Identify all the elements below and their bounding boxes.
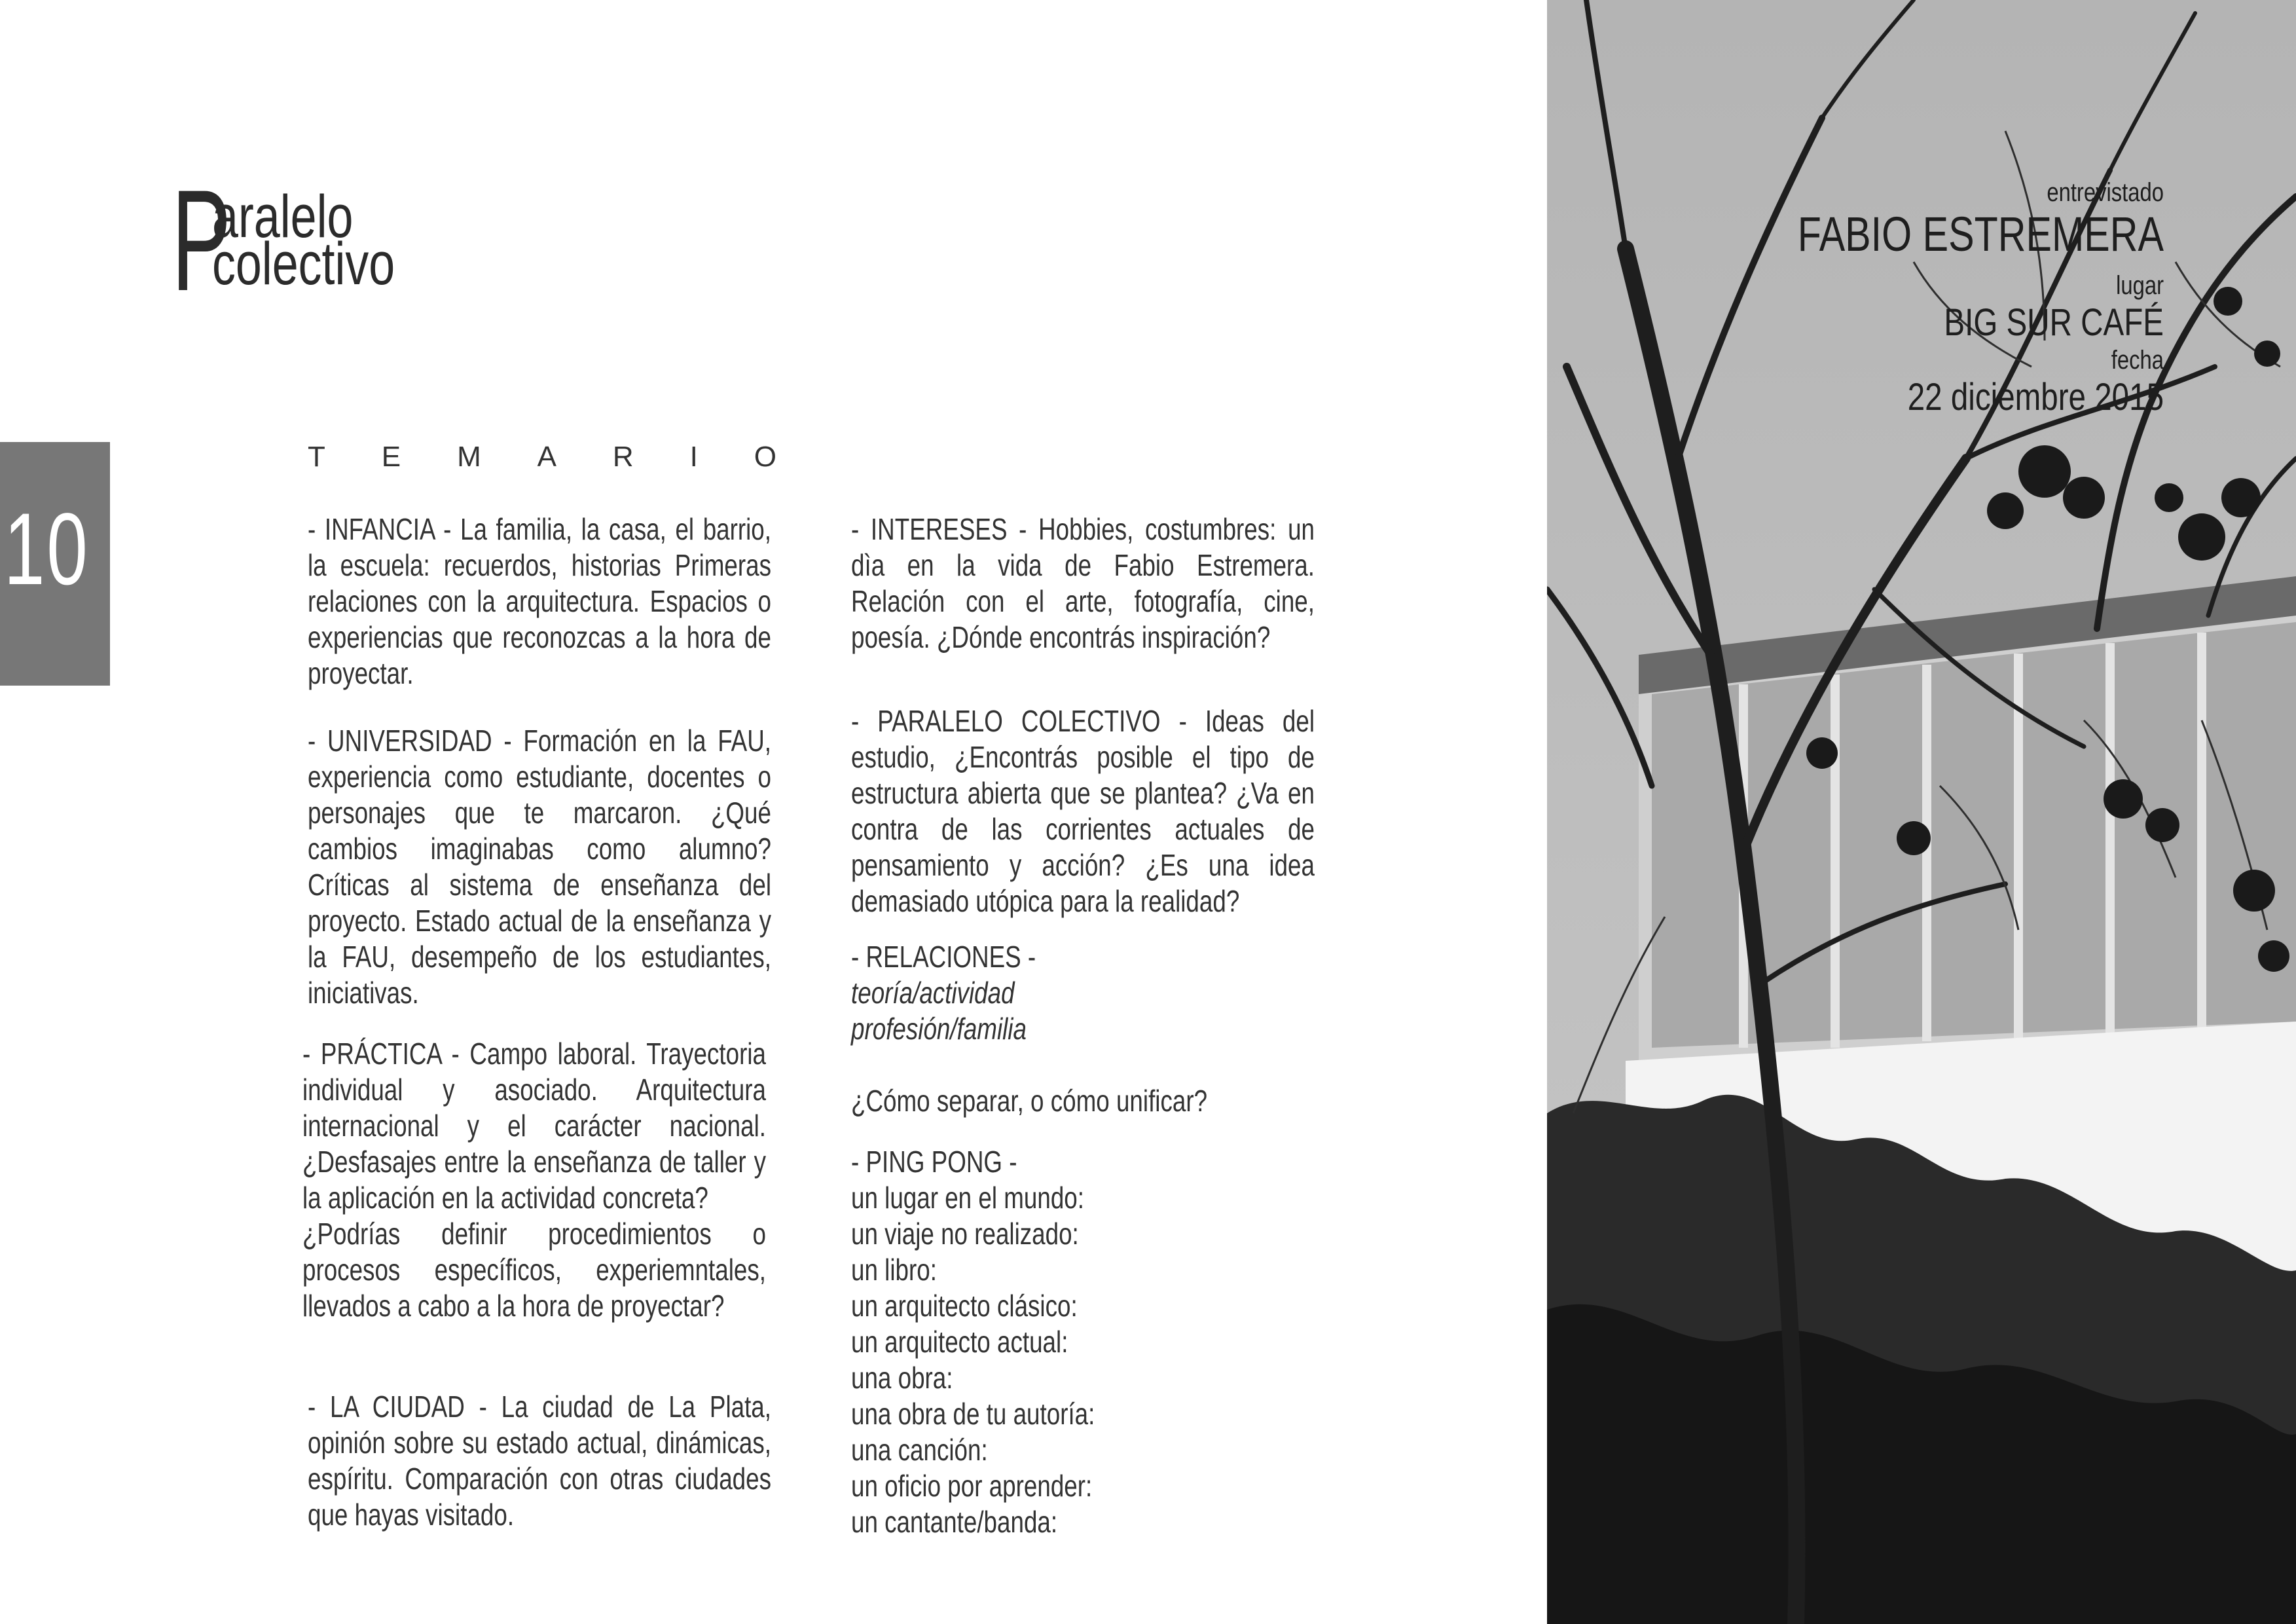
logo-initial: P [172, 160, 231, 321]
temario-letter: I [689, 441, 698, 473]
lugar-value: BIG SUR CAFÉ [1944, 301, 2164, 344]
fecha-label: fecha [2111, 346, 2164, 375]
intereses-text: - INTERESES - Hobbies, costumbres: un dìa en la vida de Fabio Estremera. Relación con el arte, fotografía, cine, poesía. ¿Dónde encontrás inspiración? [851, 512, 1315, 654]
temario-letter: O [754, 441, 776, 473]
logo-line-2: colectivo [212, 231, 395, 297]
temario-letter: A [537, 441, 556, 473]
pingpong-title: - PING PONG - [851, 1145, 1017, 1179]
pingpong-item: un arquitecto actual: [851, 1325, 1068, 1359]
practica-text: - PRÁCTICA - Campo laboral. Trayectoria individual y asociado. Arquitectura internacional y el carácter nacional. ¿Desfasajes entre la enseñanza de taller y la aplicación en la actividad concreta? [302, 1037, 766, 1215]
temario-letter: M [457, 441, 481, 473]
universidad-section [308, 723, 771, 1011]
pingpong-item: una obra: [851, 1361, 953, 1395]
lugar-label: lugar [2116, 271, 2164, 300]
page-number: 10 [4, 492, 90, 606]
temario-letter: E [381, 441, 401, 473]
pingpong-item: un arquitecto clásico: [851, 1289, 1078, 1323]
practica-section [302, 1036, 766, 1324]
practica-question: ¿Podrías definir procedimientos o procesos específicos, experiemntales, llevados a cabo a la hora de proyectar? [302, 1217, 766, 1323]
fecha-value: 22 diciembre 2015 [1907, 376, 2164, 418]
logo-line-1: aralelo [212, 183, 354, 250]
ciudad-text: - LA CIUDAD - La ciudad de La Plata, opinión sobre su estado actual, dinámicas, espíritu. Comparación con otras ciudades que hayas visitado. [308, 1390, 771, 1532]
temario-letter: T [308, 441, 325, 473]
paralelo-text: - PARALELO COLECTIVO - Ideas del estudio, ¿Encontrás posible el tipo de estructura abierta que se plantea? ¿Va en contra de las corrientes actuales de pensamiento y acción? ¿Es una idea demasiado utópica para la realidad? [851, 704, 1315, 918]
paralelo-colectivo-logo [172, 160, 433, 321]
relaciones-question: ¿Cómo separar, o cómo unificar? [851, 1084, 1208, 1118]
page-number-tab [0, 442, 110, 686]
relaciones-item: profesión/familia [851, 1012, 1027, 1046]
pingpong-section [851, 1144, 1315, 1540]
ciudad-section [308, 1389, 771, 1533]
universidad-text: - UNIVERSIDAD - Formación en la FAU, experiencia como estudiante, docentes o personajes que te marcaron. ¿Qué cambios imaginabas como alumno? Críticas al sistema de enseñanza del proyecto. Estado actual de la enseñanza y la FAU, desempeño de los estudiantes, iniciativas. [308, 724, 771, 1010]
pingpong-item: un cantante/banda: [851, 1505, 1058, 1539]
pingpong-item: un libro: [851, 1253, 937, 1287]
infancia-text: - INFANCIA - La familia, la casa, el barrio, la escuela: recuerdos, historias Primeras relaciones con la arquitectura. Espacios o experiencias que reconozcas a la hora de proyectar. [308, 512, 771, 690]
pingpong-item: un viaje no realizado: [851, 1217, 1079, 1251]
entrevistado-name: FABIO ESTREMERA [1797, 207, 2164, 261]
pingpong-item: un lugar en el mundo: [851, 1181, 1084, 1215]
interview-info [1706, 177, 2164, 419]
pingpong-item: una canción: [851, 1433, 988, 1467]
relaciones-title: - RELACIONES - [851, 940, 1036, 974]
intereses-section [851, 511, 1315, 655]
temario-letter: R [612, 441, 634, 473]
paralelo-section [851, 703, 1315, 919]
relaciones-section [851, 939, 1315, 1119]
relaciones-item: teoría/actividad [851, 976, 1015, 1010]
pingpong-item: una obra de tu autoría: [851, 1397, 1095, 1431]
entrevistado-label: entrevistado [2047, 178, 2164, 207]
pingpong-item: un oficio por aprender: [851, 1469, 1093, 1503]
temario-heading [308, 441, 776, 473]
building-photo [1547, 0, 2296, 1624]
infancia-section [308, 511, 771, 692]
